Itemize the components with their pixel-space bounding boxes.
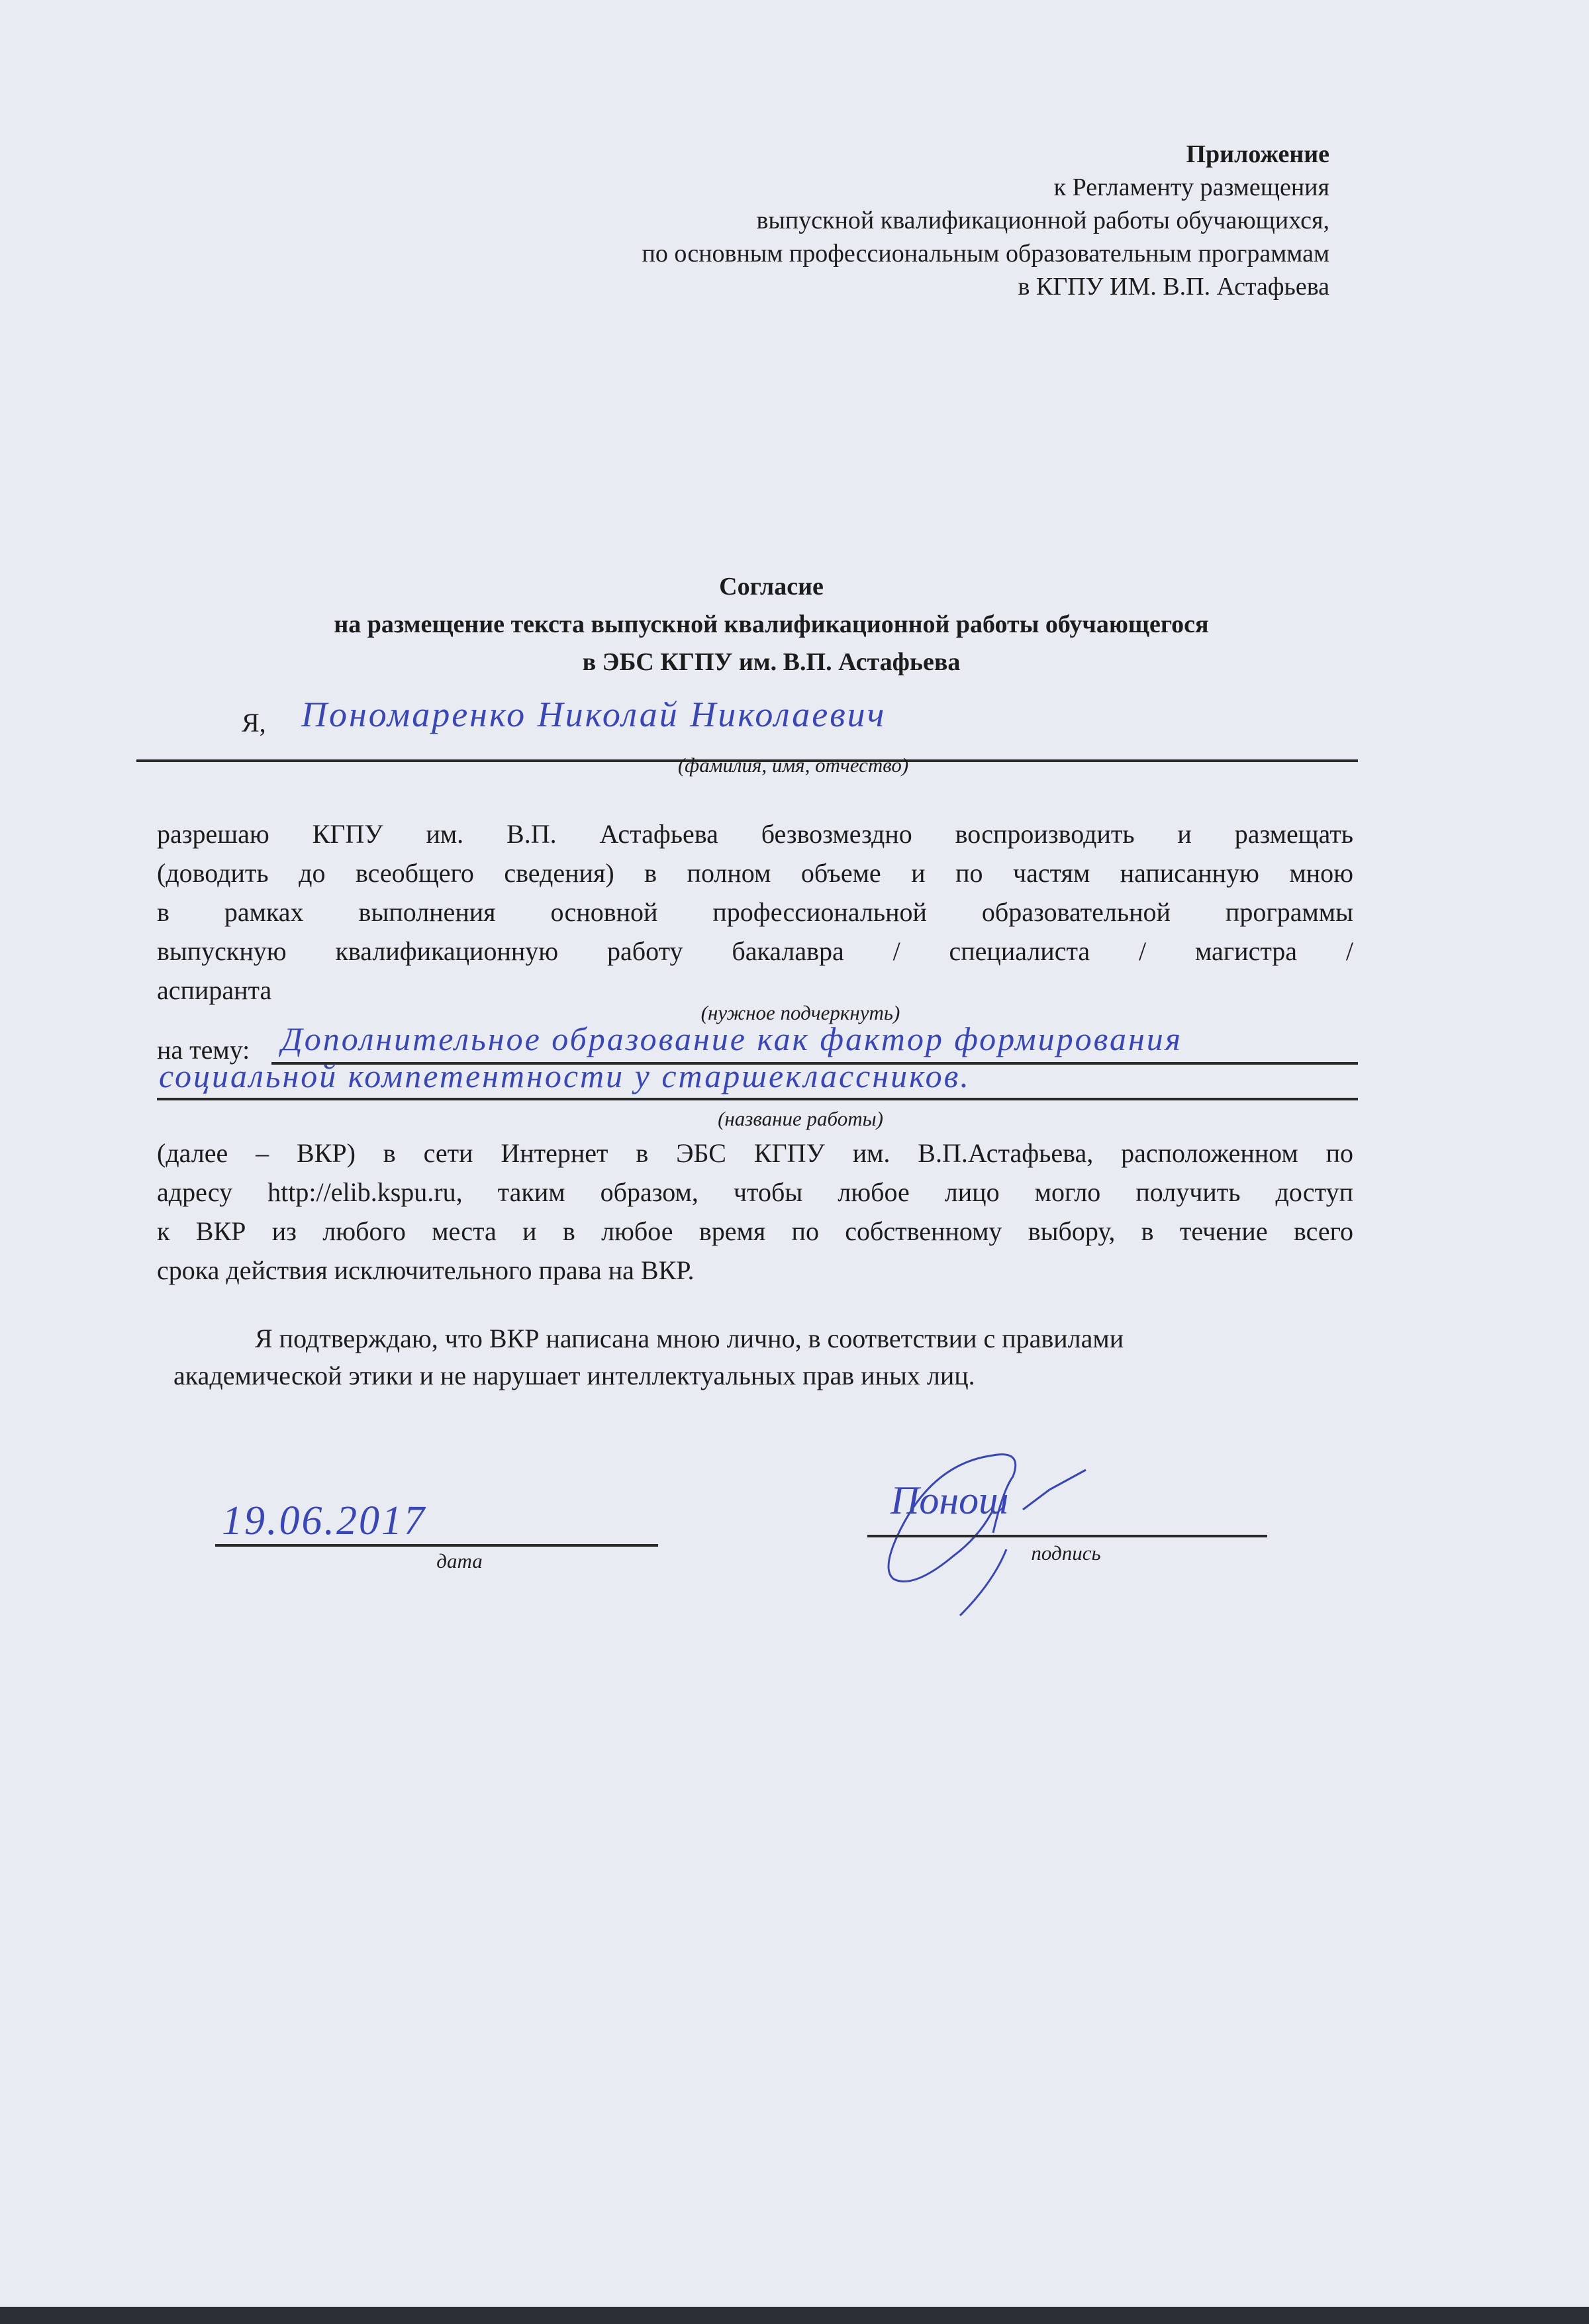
access-paragraph — [157, 1134, 1353, 1290]
appendix-line: к Регламенту размещения — [1053, 173, 1329, 201]
paragraph-line: (доводить до всеобщего сведения) в полном объеме и по частям написанную мною — [157, 858, 1353, 888]
signature-caption: подпись — [1031, 1541, 1101, 1565]
signature-underline — [867, 1535, 1267, 1537]
confirmation-line: академической этики и не нарушает интеллектуальных прав иных лиц. — [173, 1361, 975, 1390]
paragraph-line: выпускную квалификационную работу бакалавра / специалиста / магистра / — [157, 936, 1353, 966]
paragraph-line: к ВКР из любого места и в любое время по собственному выбору, в течение всего — [157, 1216, 1353, 1246]
name-handwritten: Пономаренко Николай Николаевич — [301, 695, 887, 734]
topic-caption: (название работы) — [718, 1107, 883, 1130]
paragraph-line: разрешаю КГПУ им. В.П. Астафьева безвозмездно воспроизводить и размещать — [157, 819, 1353, 849]
appendix-title: Приложение — [1186, 140, 1329, 168]
paragraph-line: в рамках выполнения основной профессиональной образовательной программы — [157, 897, 1353, 927]
underline-caption: (нужное подчеркнуть) — [700, 1001, 900, 1024]
title-line: на размещение текста выпускной квалификационной работы обучающегося — [334, 610, 1209, 638]
signature-handwritten: Понош — [891, 1478, 1009, 1522]
date-underline — [215, 1544, 658, 1547]
paragraph-line: аспиранта — [157, 975, 272, 1005]
name-caption: (фамилия, имя, отчество) — [677, 753, 909, 777]
scan-edge — [0, 2307, 1589, 2324]
topic-handwritten-line2: социальной компетентности у старшеклассников. — [159, 1057, 971, 1094]
paragraph-line: срока действия исключительного права на ВКР. — [157, 1255, 695, 1285]
paragraph-line: адресу http://elib.kspu.ru, таким образом, чтобы любое лицо могло получить доступ — [157, 1177, 1353, 1207]
appendix-line: в КГПУ ИМ. В.П. Астафьева — [1018, 273, 1329, 301]
paragraph-line: (далее – ВКР) в сети Интернет в ЭБС КГПУ им. В.П.Астафьева, расположенном по — [157, 1138, 1353, 1168]
topic-underline-2 — [157, 1098, 1358, 1100]
permission-paragraph — [157, 814, 1353, 1010]
title-line: Согласие — [719, 573, 824, 601]
date-handwritten: 19.06.2017 — [222, 1498, 426, 1543]
name-prefix: Я, — [242, 708, 266, 738]
confirmation-line: Я подтверждаю, что ВКР написана мною лично, в соответствии с правилами — [255, 1324, 1124, 1353]
appendix-line: по основным профессиональным образовательным программам — [642, 240, 1329, 267]
appendix-line: выпускной квалификационной работы обучающихся, — [756, 207, 1329, 234]
title-line: в ЭБС КГПУ им. В.П. Астафьева — [582, 648, 961, 676]
document-title — [0, 568, 1543, 681]
topic-handwritten-line1: Дополнительное образование как фактор формирования — [281, 1020, 1183, 1057]
date-caption: дата — [436, 1549, 483, 1573]
appendix-header — [642, 138, 1329, 303]
topic-prefix: на тему: — [157, 1035, 250, 1065]
